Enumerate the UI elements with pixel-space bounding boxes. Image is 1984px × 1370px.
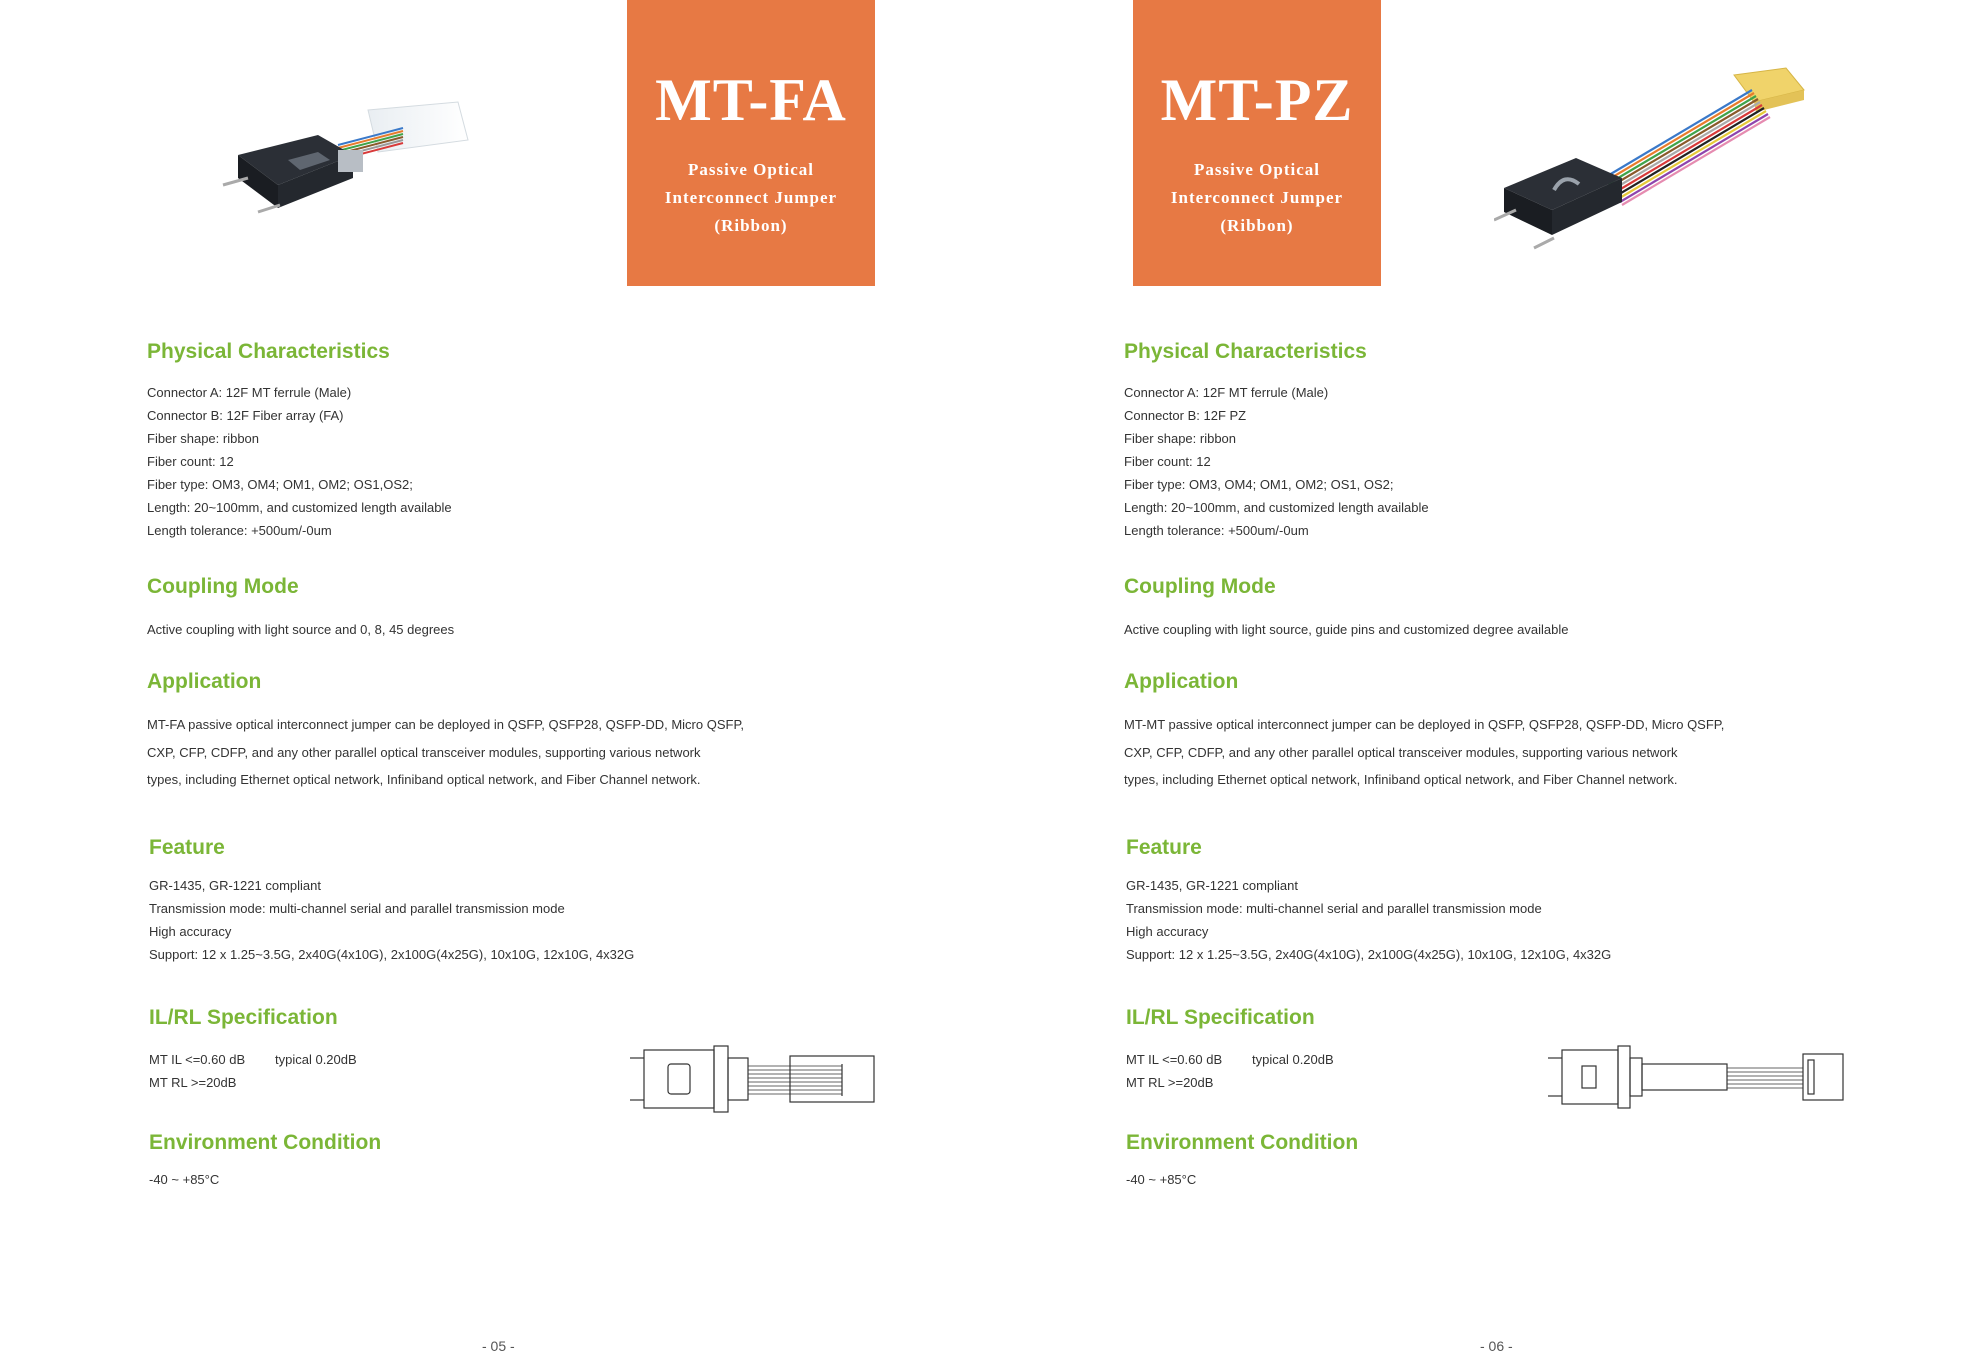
ilrl-spec bbox=[1126, 1048, 1334, 1094]
paragraph-line: MT-FA passive optical interconnect jumper can be deployed in QSFP, QSFP28, QSFP-DD, Micro QSFP, bbox=[147, 717, 745, 732]
list-item: Transmission mode: multi-channel serial and parallel transmission mode bbox=[1126, 901, 1542, 916]
application-text bbox=[1124, 711, 1764, 794]
list-item: Fiber count: 12 bbox=[1124, 454, 1211, 469]
list-item: Connector A: 12F MT ferrule (Male) bbox=[147, 385, 352, 400]
environment-text: -40 ~ +85°C bbox=[149, 1172, 220, 1187]
list-item: Length: 20~100mm, and customized length available bbox=[147, 500, 452, 515]
mt-fa-line-drawing bbox=[630, 1044, 880, 1114]
list-item: Support: 12 x 1.25~3.5G, 2x40G(4x10G), 2x100G(4x25G), 10x10G, 12x10G, 4x32G bbox=[149, 947, 635, 962]
coupling-heading: Coupling Mode bbox=[147, 575, 299, 598]
il-value: MT IL <=0.60 dB bbox=[149, 1052, 246, 1067]
physical-heading: Physical Characteristics bbox=[1124, 340, 1367, 363]
list-item: Connector B: 12F PZ bbox=[1124, 408, 1247, 423]
paragraph-line: types, including Ethernet optical network, Infiniband optical network, and Fiber Channel network. bbox=[147, 772, 701, 787]
physical-list bbox=[1124, 381, 1429, 542]
paragraph-line: types, including Ethernet optical network, Infiniband optical network, and Fiber Channel network. bbox=[1124, 772, 1678, 787]
rl-value: MT RL >=20dB bbox=[1126, 1075, 1214, 1090]
physical-heading: Physical Characteristics bbox=[147, 340, 390, 363]
model-title: MT-PZ bbox=[1160, 67, 1354, 133]
ilrl-heading: IL/RL Specification bbox=[1126, 1006, 1315, 1029]
subtitle-line: Interconnect Jumper bbox=[1170, 188, 1344, 207]
list-item: Fiber shape: ribbon bbox=[147, 431, 260, 446]
coupling-text: Active coupling with light source, guide pins and customized degree available bbox=[1124, 622, 1569, 637]
application-heading: Application bbox=[147, 670, 262, 693]
environment-text: -40 ~ +85°C bbox=[1126, 1172, 1197, 1187]
paragraph-line: CXP, CFP, CDFP, and any other parallel optical transceiver modules, supporting various network bbox=[147, 744, 701, 760]
list-item: Length tolerance: +500um/-0um bbox=[1124, 523, 1309, 538]
environment-heading: Environment Condition bbox=[1126, 1131, 1359, 1154]
rl-value: MT RL >=20dB bbox=[149, 1075, 237, 1090]
list-item: Length: 20~100mm, and customized length available bbox=[1124, 500, 1429, 515]
subtitle-line: Passive Optical bbox=[688, 160, 814, 179]
model-subtitle bbox=[627, 156, 875, 240]
environment-heading: Environment Condition bbox=[149, 1131, 382, 1154]
list-item: Fiber type: OM3, OM4; OM1, OM2; OS1,OS2; bbox=[147, 477, 413, 492]
model-title: MT-FA bbox=[655, 67, 847, 133]
list-item: Fiber count: 12 bbox=[147, 454, 234, 469]
application-heading: Application bbox=[1124, 670, 1239, 693]
list-item: Fiber type: OM3, OM4; OM1, OM2; OS1, OS2; bbox=[1124, 477, 1394, 492]
subtitle-line: (Ribbon) bbox=[714, 216, 788, 235]
list-item: GR-1435, GR-1221 compliant bbox=[1126, 878, 1298, 893]
ilrl-heading: IL/RL Specification bbox=[149, 1006, 338, 1029]
list-item: Fiber shape: ribbon bbox=[1124, 431, 1237, 446]
list-item: Connector B: 12F Fiber array (FA) bbox=[147, 408, 344, 423]
coupling-heading: Coupling Mode bbox=[1124, 575, 1276, 598]
title-box bbox=[627, 0, 875, 286]
mt-fa-connector-photo bbox=[218, 90, 478, 235]
il-typical: typical 0.20dB bbox=[275, 1052, 357, 1067]
model-subtitle bbox=[1133, 156, 1381, 240]
page-mt-pz bbox=[992, 0, 1984, 1370]
feature-heading: Feature bbox=[1126, 836, 1202, 859]
feature-list bbox=[1126, 874, 1611, 966]
list-item: High accuracy bbox=[149, 924, 232, 939]
page-number: - 06 - bbox=[1480, 1338, 1513, 1354]
subtitle-line: Passive Optical bbox=[1194, 160, 1320, 179]
page-number: - 05 - bbox=[482, 1338, 515, 1354]
list-item: GR-1435, GR-1221 compliant bbox=[149, 878, 321, 893]
application-text bbox=[147, 711, 787, 794]
subtitle-line: (Ribbon) bbox=[1220, 216, 1294, 235]
list-item: Support: 12 x 1.25~3.5G, 2x40G(4x10G), 2x100G(4x25G), 10x10G, 12x10G, 4x32G bbox=[1126, 947, 1612, 962]
il-typical: typical 0.20dB bbox=[1252, 1052, 1334, 1067]
coupling-text: Active coupling with light source and 0, 8, 45 degrees bbox=[147, 622, 455, 637]
il-value: MT IL <=0.60 dB bbox=[1126, 1052, 1223, 1067]
feature-list bbox=[149, 874, 634, 966]
paragraph-line: CXP, CFP, CDFP, and any other parallel optical transceiver modules, supporting various network bbox=[1124, 744, 1678, 760]
physical-list bbox=[147, 381, 452, 542]
ilrl-spec bbox=[149, 1048, 357, 1094]
feature-heading: Feature bbox=[149, 836, 225, 859]
subtitle-line: Interconnect Jumper bbox=[664, 188, 838, 207]
il-row bbox=[1126, 1048, 1334, 1071]
list-item: Length tolerance: +500um/-0um bbox=[147, 523, 332, 538]
list-item: Transmission mode: multi-channel serial and parallel transmission mode bbox=[149, 901, 565, 916]
il-row bbox=[149, 1048, 357, 1071]
mt-pz-connector-photo bbox=[1494, 60, 1814, 260]
title-box bbox=[1133, 0, 1381, 286]
list-item: High accuracy bbox=[1126, 924, 1209, 939]
list-item: Connector A: 12F MT ferrule (Male) bbox=[1124, 385, 1329, 400]
paragraph-line: MT-MT passive optical interconnect jumper can be deployed in QSFP, QSFP28, QSFP-DD, Micro QSFP, bbox=[1124, 717, 1725, 732]
mt-pz-line-drawing bbox=[1548, 1044, 1848, 1110]
